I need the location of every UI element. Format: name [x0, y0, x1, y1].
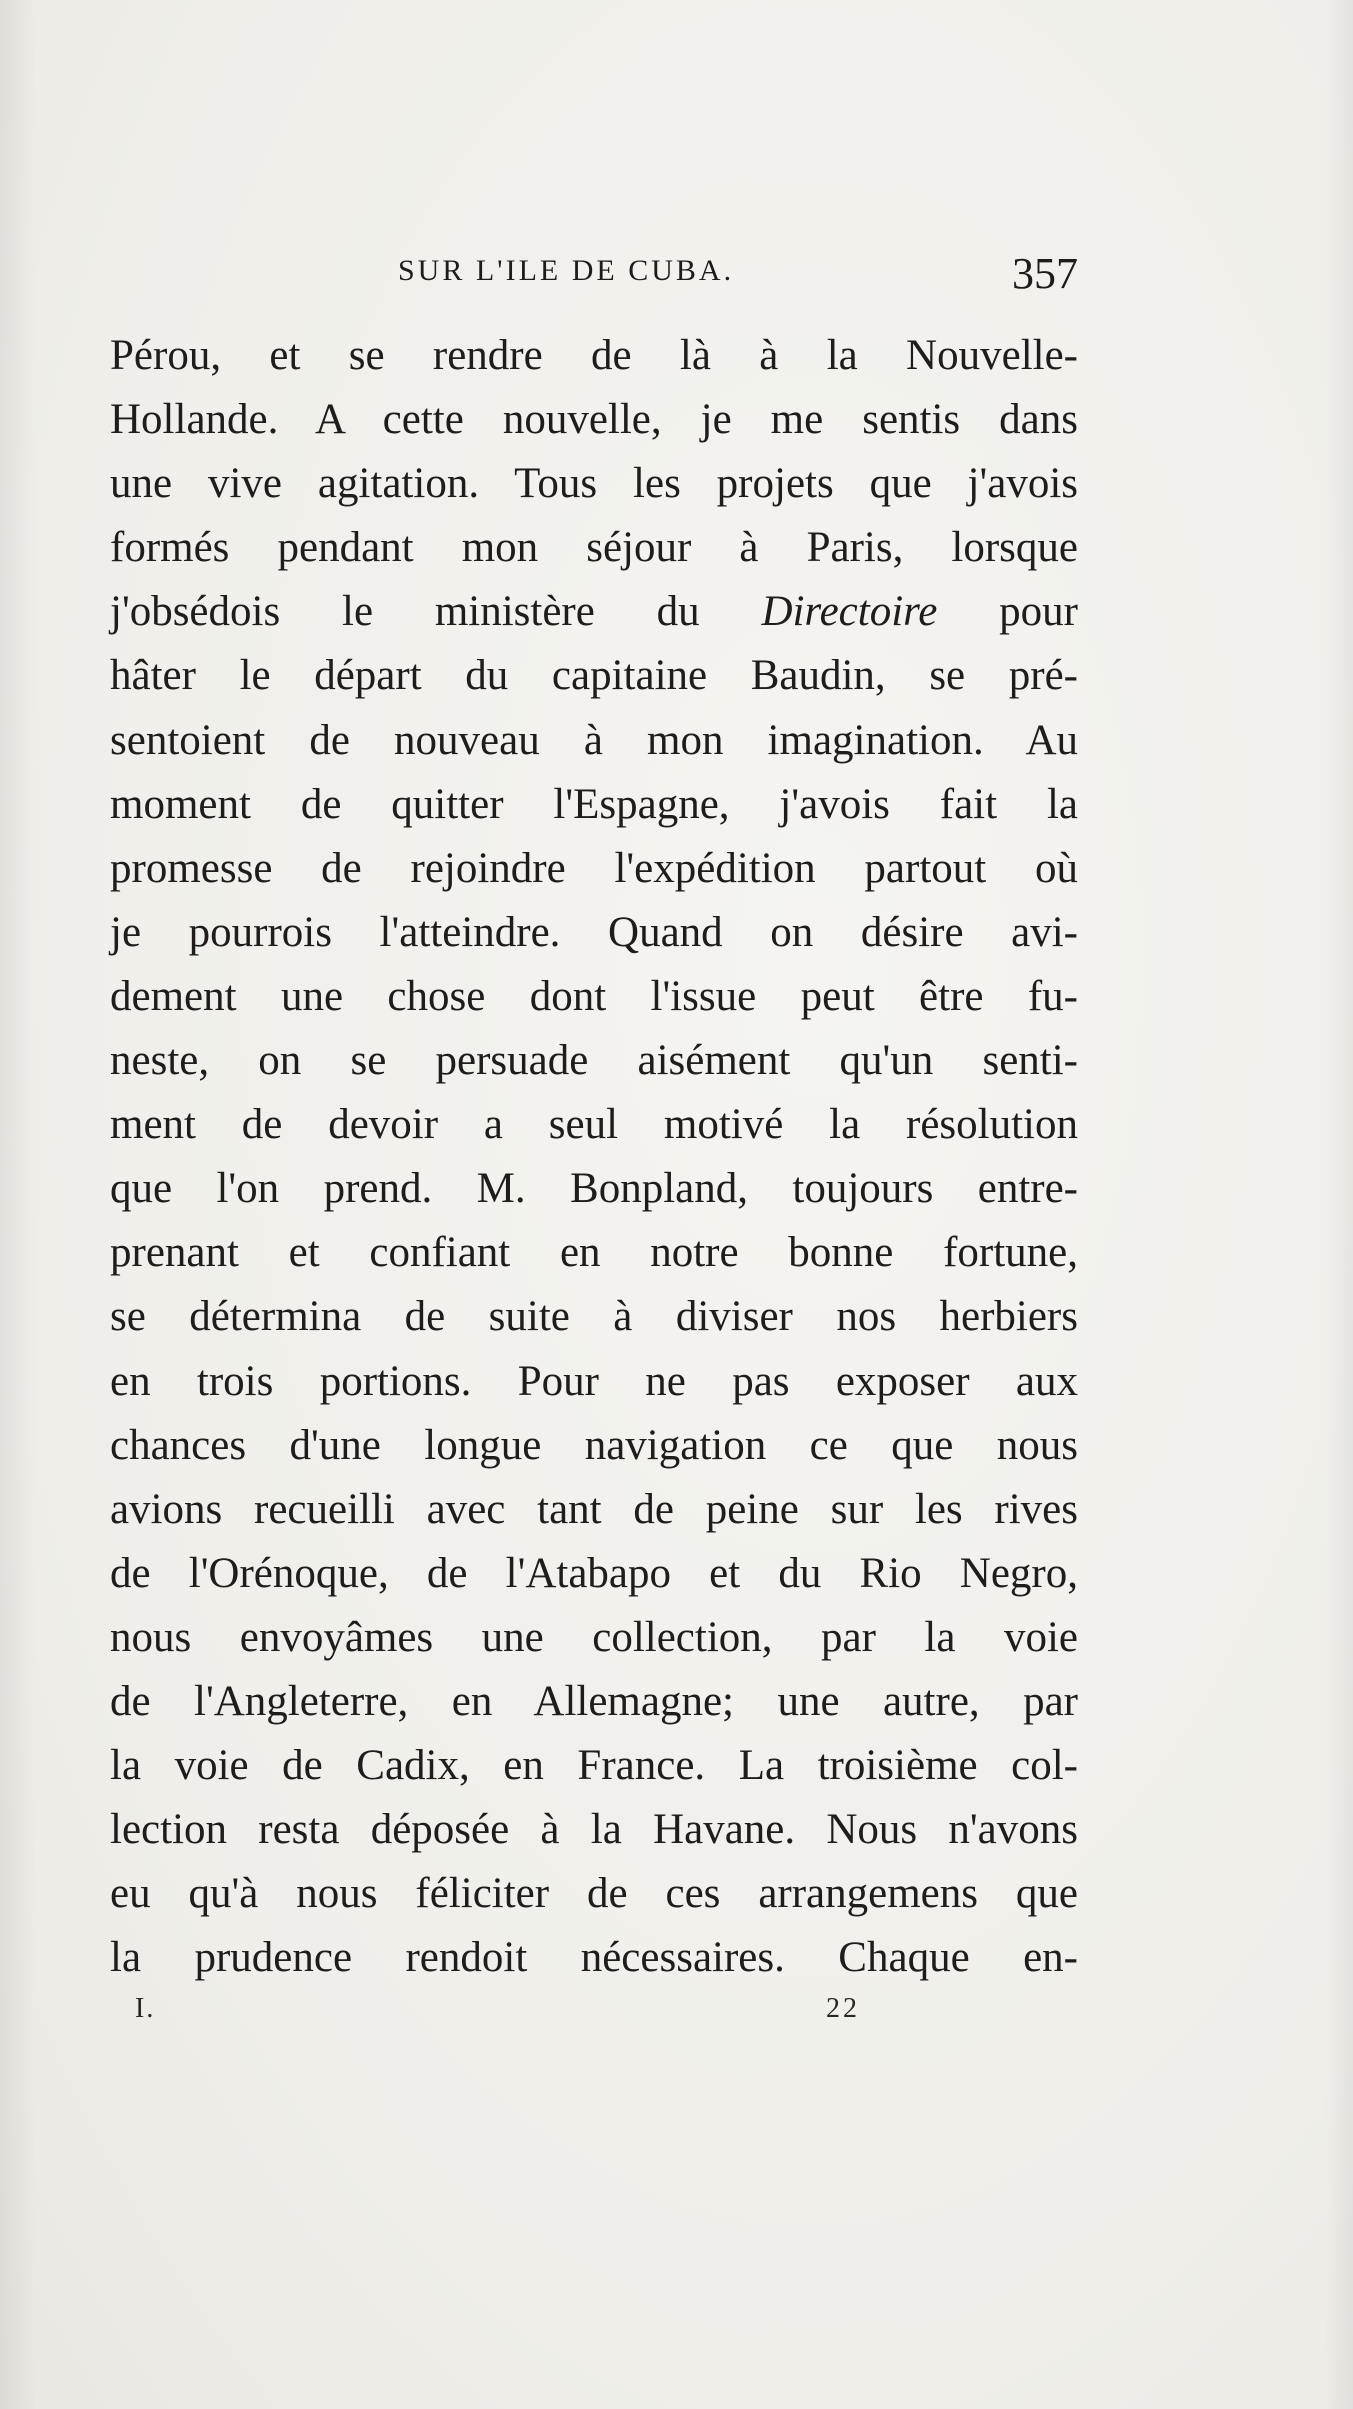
- text-line: je pourrois l'atteindre. Quand on désire avi-: [110, 908, 1078, 956]
- text-line-start: j'obsédois le ministère du: [110, 588, 700, 636]
- text-line: de l'Angleterre, en Allemagne; une autre, par: [110, 1677, 1078, 1725]
- text-line: la prudence rendoit nécessaires. Chaque en-: [110, 1934, 1078, 1982]
- body-text: [110, 324, 1078, 1990]
- text-line: Hollande. A cette nouvelle, je me sentis dans: [110, 396, 1078, 444]
- text-line: moment de quitter l'Espagne, j'avois fait la: [110, 780, 1078, 828]
- text-line: une vive agitation. Tous les projets que j'avois: [110, 460, 1078, 508]
- text-line: hâter le départ du capitaine Baudin, se pré-: [110, 652, 1078, 700]
- running-head: [398, 249, 1078, 298]
- text-line: formés pendant mon séjour à Paris, lorsque: [110, 524, 1078, 572]
- text-line: de l'Orénoque, de l'Atabapo et du Rio Negro,: [110, 1549, 1078, 1597]
- text-line: chances d'une longue navigation ce que nous: [110, 1421, 1078, 1469]
- text-line: promesse de rejoindre l'expédition partout où: [110, 844, 1078, 892]
- text-line: Pérou, et se rendre de là à la Nouvelle-: [110, 332, 1078, 379]
- signature-mark: I.: [135, 1993, 156, 2024]
- sheet-number: 22: [826, 1993, 860, 2024]
- text-line: sentoient de nouveau à mon imagination. Au: [110, 716, 1078, 764]
- text-line: que l'on prend. M. Bonpland, toujours entre-: [110, 1165, 1078, 1213]
- text-line: nous envoyâmes une collection, par la voie: [110, 1613, 1078, 1661]
- text-line-end: pour: [999, 588, 1078, 636]
- running-head-title: SUR L'ILE DE CUBA.: [398, 254, 735, 287]
- page-number: 357: [1012, 249, 1078, 298]
- text-line: neste, on se persuade aisément qu'un senti-: [110, 1037, 1078, 1085]
- text-line: [110, 580, 1078, 644]
- text-line: dement une chose dont l'issue peut être fu-: [110, 972, 1078, 1020]
- italic-term-directoire: Directoire: [761, 588, 938, 636]
- text-line: ment de devoir a seul motivé la résolution: [110, 1101, 1078, 1149]
- text-line: lection resta déposée à la Havane. Nous n'avons: [110, 1806, 1078, 1854]
- text-line: prenant et confiant en notre bonne fortune,: [110, 1229, 1078, 1277]
- text-line: la voie de Cadix, en France. La troisième col-: [110, 1742, 1078, 1790]
- text-line: avions recueilli avec tant de peine sur les rives: [110, 1485, 1078, 1533]
- text-line: se détermina de suite à diviser nos herbiers: [110, 1293, 1078, 1341]
- text-line: eu qu'à nous féliciter de ces arrangemens que: [110, 1870, 1078, 1918]
- text-line: en trois portions. Pour ne pas exposer aux: [110, 1357, 1078, 1405]
